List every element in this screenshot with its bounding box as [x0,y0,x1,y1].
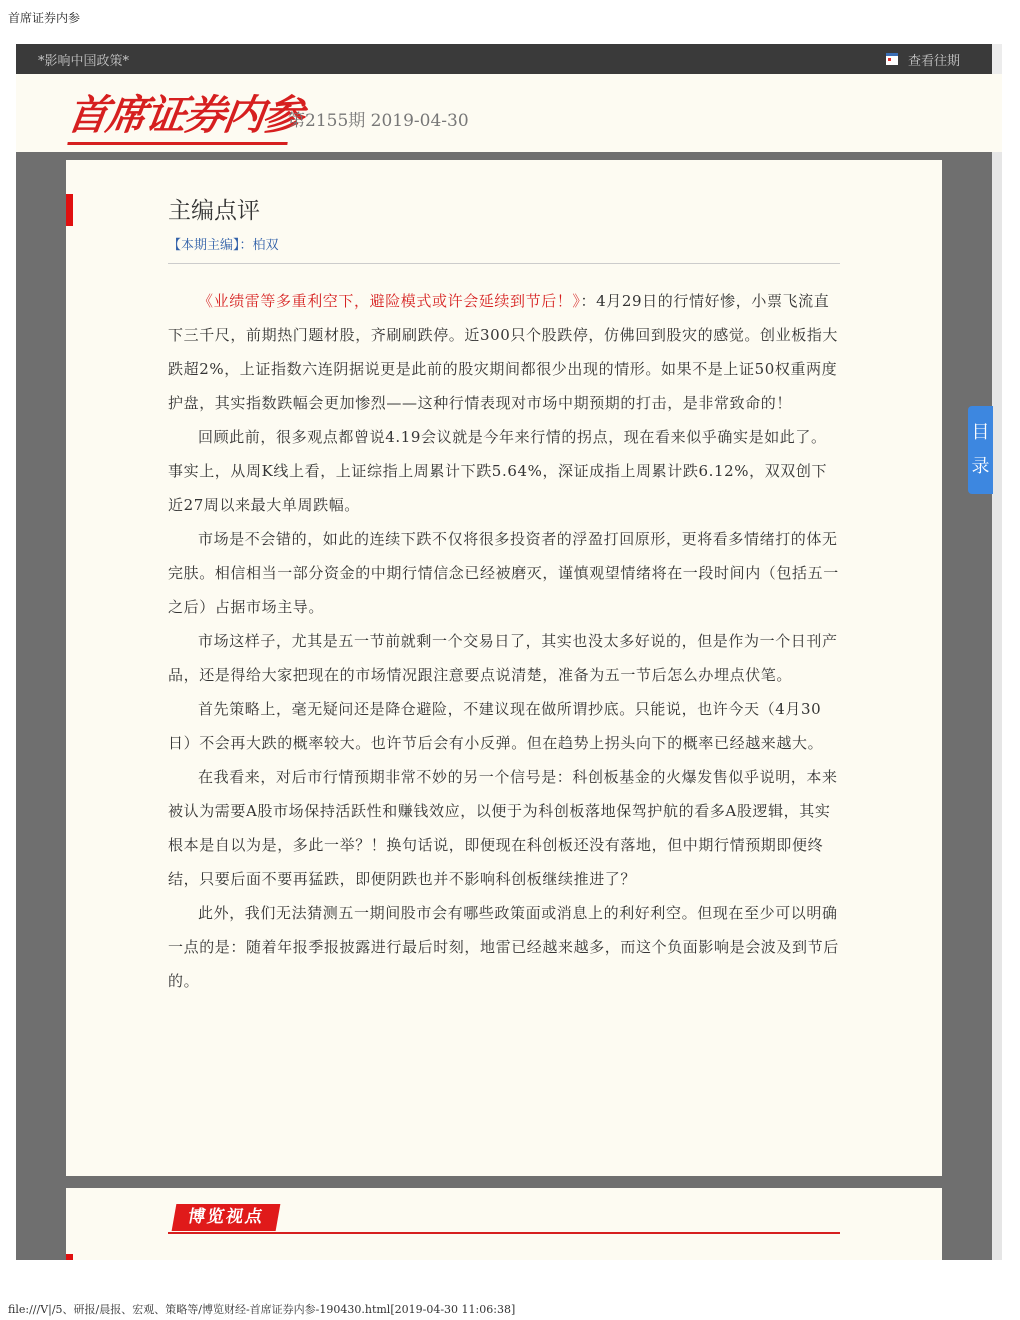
toc-button[interactable]: 目录 [968,406,993,494]
section-underline [168,1232,840,1234]
section-marker [66,194,73,226]
section-badge: 博览视点 [172,1204,281,1231]
calendar-icon[interactable] [886,53,898,65]
paragraph: 市场是不会错的，如此的连续下跌不仅将很多投资者的浮盈打回原形，更将看多情绪打的体无完肤。相信相当一部分资金的中期行情信念已经被磨灭，谨慎观望情绪将在一段时间内（包括五一之后）占据市场主导。 [168,530,839,616]
slogan: *影响中国政策* [38,54,130,69]
paragraph: 首先策略上，毫无疑问还是降仓避险，不建议现在做所谓抄底。只能说，也许今天（4月30日）不会再大跌的概率较大。也许节后会有小反弹。但在趋势上拐头向下的概率已经越来越大。 [168,700,824,752]
paragraph: 市场这样子，尤其是五一节前就剩一个交易日了，其实也没太多好说的，但是作为一个日刊产品，还是得给大家把现在的市场情况跟注意要点说清楚，准备为五一节后怎么办埋点伏笔。 [168,632,838,684]
divider [168,263,840,264]
paragraph: 此外，我们无法猜测五一期间股市会有哪些政策面或消息上的利好利空。但现在至少可以明确一点的是：随着年报季报披露进行最后时刻，地雷已经越来越多，而这个负面影响是会波及到节后的。 [168,904,839,990]
viewpoint-panel [66,1188,942,1260]
issue-info: 第2155期 2019-04-30 [288,111,469,131]
section-title: 主编点评 [168,198,260,224]
paragraph [168,284,840,420]
editor-comment-panel [66,160,942,1176]
masthead [16,74,1002,153]
history-link[interactable]: 查看往期 [907,54,960,69]
scrollbar-track [992,44,1002,74]
scrollbar[interactable] [992,152,1002,1260]
footer-url: file:///V|/5、研报/晨报、宏观、策略等/博览财经-首席证券内参-190430.html[2019-04-30 11:06:38] [8,1303,516,1316]
editor-line [168,234,279,253]
editor-label: 【本期主编】： [168,238,253,253]
article-body [168,284,840,998]
paragraph: 在我看来，对后市行情预期非常不妙的另一个信号是：科创板基金的火爆发售似乎说明，本来被认为需要A股市场保持活跃性和赚钱效应，以便于为科创板落地保驾护航的看多A股逻辑，其实根本是自以为是，多此一举？！换句话说，即便现在科创板还没有落地，但中期行情预期即便终结，只要后面不要再猛跌，即便阴跌也并不影响科创板继续推进了？ [168,768,838,888]
editor-name: 柏双 [252,238,279,253]
article-headline: 《业绩雷等多重利空下，避险模式或许会延续到节后！》 [198,292,581,310]
section-marker [66,1254,73,1260]
paragraph: 回顾此前，很多观点都曾说4.19会议就是今年来行情的拐点，现在看来似乎确实是如此了。事实上，从周K线上看，上证综指上周累计下跌5.64%，深证成指上周累计跌6.12%，双双创下近27周以来最大单周跌幅。 [168,428,828,514]
top-bar [16,44,992,74]
browser-title: 首席证券内参 [8,11,81,25]
logo: 首席证券内参 [64,82,306,141]
paragraph-text: ：4月29日的行情好惨，小票飞流直下三千尺，前期热门题材股，齐刷刷跌停。近300只个股跌停，仿佛回到股灾的感觉。创业板指大跌超2%，上证指数六连阴据说更是此前的股灾期间都很少出现的情形。如果不是上证50权重两度护盘，其实指数跌幅会更加惨烈——这种行情表现对市场中期预期的打击，是非常致命的！ [168,292,839,412]
